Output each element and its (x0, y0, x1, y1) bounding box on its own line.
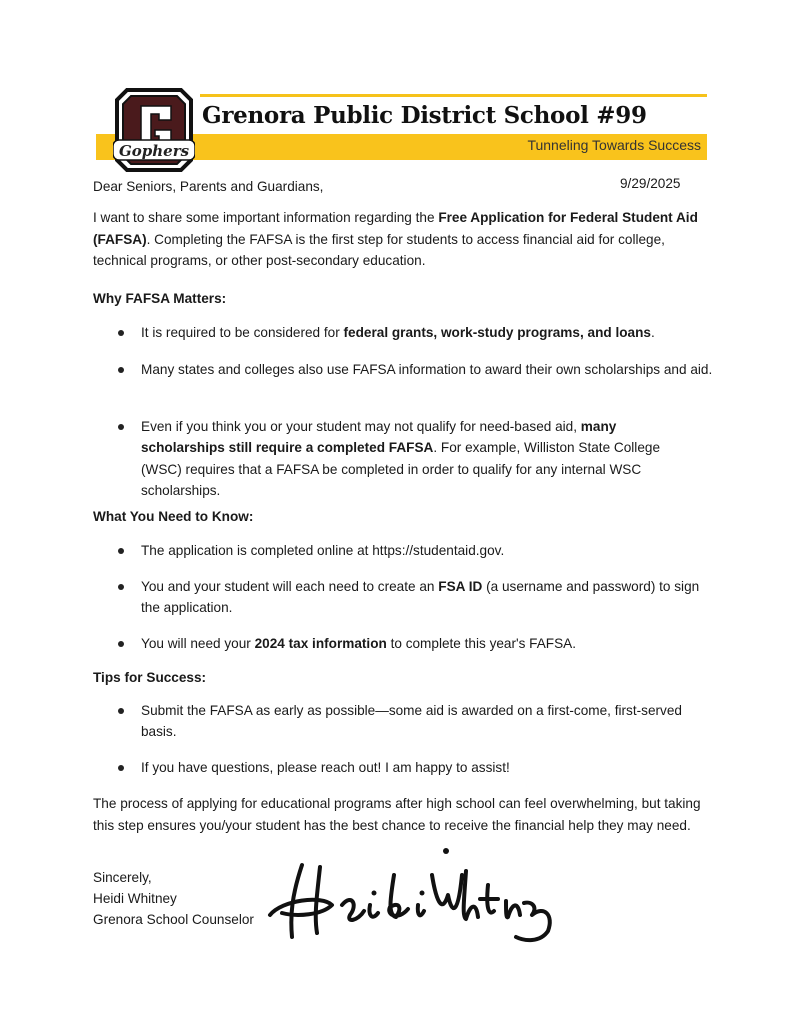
signoff-block (93, 867, 254, 930)
heading-why-fafsa: Why FAFSA Matters: (93, 291, 227, 306)
list-item: The application is completed online at https://studentaid.gov. (118, 540, 741, 561)
valediction: Sincerely, (93, 870, 152, 885)
tagline: Tunneling Towards Success (527, 137, 701, 153)
letter-date: 9/29/2025 (620, 176, 681, 191)
list-item: Submit the FAFSA as early as possible—some aid is awarded on a first-come, first-served basis. (118, 700, 711, 743)
logo-text: Gophers (118, 142, 190, 160)
signer-name: Heidi Whitney (93, 891, 177, 906)
list-item: You will need your 2024 tax information to complete this year's FAFSA. (118, 633, 741, 654)
handwritten-signature (262, 845, 562, 945)
heading-tips: Tips for Success: (93, 670, 207, 685)
school-name: Grenora Public District School #99 (202, 102, 647, 129)
list-item: Even if you think you or your student may not qualify for need-based aid, many scholarships still require a completed FAFSA. For example, Williston State College (WSC) requires that a FAFSA be completed in order to qualify for any internal WSC scholarships. (118, 416, 701, 502)
list-item: You and your student will each need to create an FSA ID (a username and password) to sign the application. (118, 576, 721, 619)
intro-paragraph: I want to share some important information regarding the Free Application for Federal Student Aid (FAFSA). Completing the FAFSA is the first step for students to access financial aid for college, technical programs, or other post-secondary education. (93, 210, 698, 269)
signer-title: Grenora School Counselor (93, 912, 254, 927)
gophers-logo (113, 86, 195, 174)
list-item: If you have questions, please reach out! I am happy to assist! (118, 757, 741, 778)
header-rule (200, 94, 707, 97)
closing-paragraph: The process of applying for educational programs after high school can feel overwhelming, but taking this step ensures you/your student has the best chance to receive the financial help they may need. (93, 796, 701, 833)
heading-what-to-know: What You Need to Know: (93, 509, 254, 524)
list-item: It is required to be considered for federal grants, work-study programs, and loans. (118, 322, 741, 343)
greeting: Dear Seniors, Parents and Guardians, (93, 179, 324, 194)
list-item: Many states and colleges also use FAFSA information to award their own scholarships and aid. (118, 359, 716, 380)
